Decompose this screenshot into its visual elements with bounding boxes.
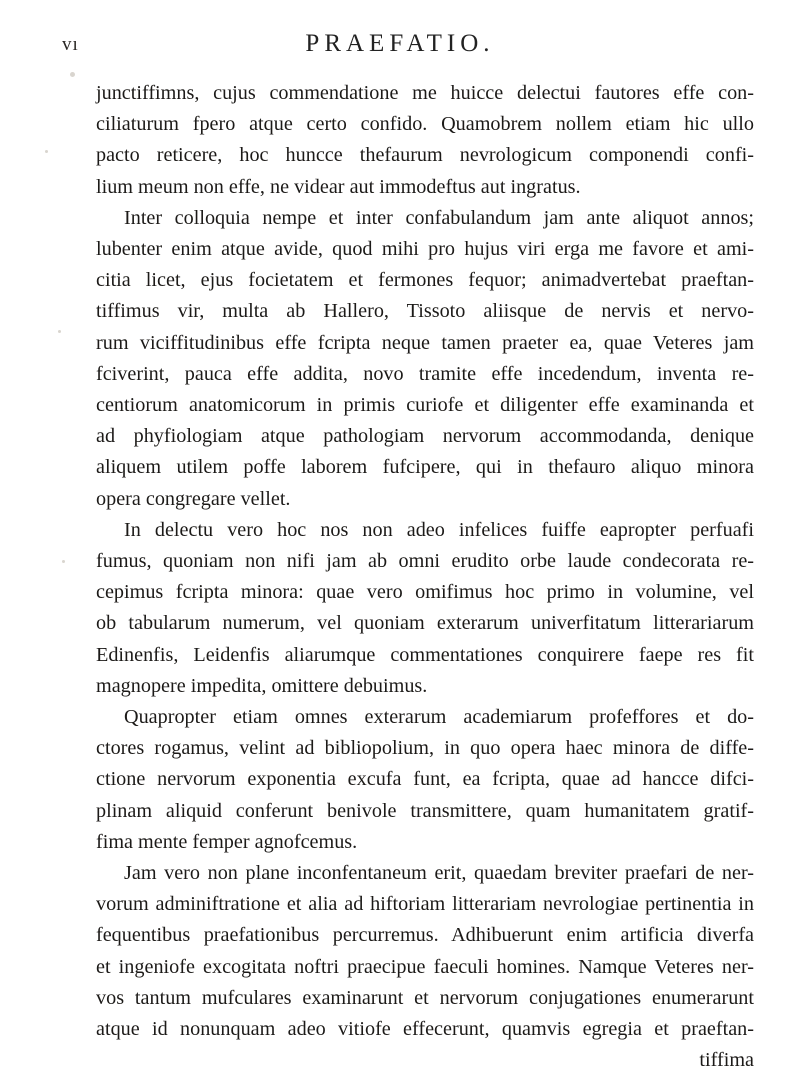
catchword: tiffima xyxy=(699,1049,754,1072)
text-line: lium meum non effe, ne videar aut immodeftus aut ingratus. xyxy=(96,175,581,198)
text-line: ad phyfiologiam atque pathologiam nervorum accommodanda, denique xyxy=(96,425,754,448)
paper-speck xyxy=(62,560,65,563)
text-line: fumus, quoniam non nifi jam ab omni erudito orbe laude condecorata re- xyxy=(96,550,754,573)
running-head: PRAEFATIO. xyxy=(305,30,495,57)
text-line: In delectu vero hoc nos non adeo infelices fuiffe eapropter perfuafi xyxy=(124,518,754,541)
text-line: fequentibus praefationibus percurremus. Adhibuerunt enim artificia diverfa xyxy=(96,924,754,947)
text-line: aliquem utilem poffe laborem fufcipere, qui in thefauro aliquo minora xyxy=(96,456,754,479)
text-line: vorum adminiftratione et alia ad hiftoriam litterariam nevrologiae pertinentia in xyxy=(96,893,754,916)
text-line: citia licet, ejus focietatem et fermones fequor; animadvertebat praeftan- xyxy=(96,269,754,292)
text-line: atque id nonunquam adeo vitiofe effecerunt, quamvis egregia et praeftan- xyxy=(96,1018,754,1041)
text-line: Inter colloquia nempe et inter confabulandum jam ante aliquot annos; xyxy=(124,206,754,229)
page-number: vı xyxy=(62,34,79,55)
text-line: ctione nervorum exponentia excufa funt, ea fcripta, quae ad hancce difci- xyxy=(96,768,754,791)
text-line: fima mente femper agnofcemus. xyxy=(96,830,358,853)
text-line: ciliaturum fpero atque certo confido. Quamobrem nollem etiam hic ullo xyxy=(96,113,754,136)
text-line: junctiffimns, cujus commendatione me huicce delectui fautores effe con- xyxy=(96,82,754,104)
paper-speck xyxy=(70,72,75,77)
text-line: Jam vero non plane inconfentaneum erit, quaedam breviter praefari de ner- xyxy=(124,862,754,885)
text-line: et ingeniofe excogitata noftri praecipue faeculi homines. Namque Veteres ner- xyxy=(96,955,754,978)
text-line: magnopere impedita, omittere debuimus. xyxy=(96,674,428,697)
text-line: Quapropter etiam omnes exterarum academiarum profeffores et do- xyxy=(124,706,754,729)
text-line: tiffimus vir, multa ab Hallero, Tissoto aliisque de nervis et nervo- xyxy=(96,300,754,323)
text-line: ctores rogamus, velint ad bibliopolium, in quo opera haec minora de diffe- xyxy=(96,737,754,760)
text-line: vos tantum mufculares examinarunt et nervorum conjugationes enumerarunt xyxy=(96,986,754,1009)
text-line: pacto reticere, hoc huncce thefaurum nevrologicum componendi confi- xyxy=(96,144,754,167)
text-line: opera congregare vellet. xyxy=(96,487,291,510)
text-line: ob tabularum numerum, vel quoniam exterarum univerfitatum litterariarum xyxy=(96,612,754,635)
text-line: Edinenfis, Leidenfis aliarumque commentationes conquirere faepe res fit xyxy=(96,643,754,666)
text-line: rum viciffitudinibus effe fcripta neque tamen praeter ea, quae Veteres jam xyxy=(96,331,754,354)
text-line: cepimus fcripta minora: quae vero omifimus hoc primo in volumine, vel xyxy=(96,581,754,604)
text-line: fciverint, pauca effe addita, novo tramite effe incedendum, inventa re- xyxy=(96,362,754,385)
text-line: plinam aliquid conferunt benivole transmittere, quam humanitatem gratif- xyxy=(96,799,754,822)
text-line: lubenter enim atque avide, quod mihi pro hujus viri erga me favore et ami- xyxy=(96,238,754,261)
paper-speck xyxy=(58,330,61,333)
text-line: centiorum anatomicorum in primis curiofe et diligenter effe examinanda et xyxy=(96,394,754,417)
body-text xyxy=(96,78,754,1077)
paper-speck xyxy=(45,150,48,153)
